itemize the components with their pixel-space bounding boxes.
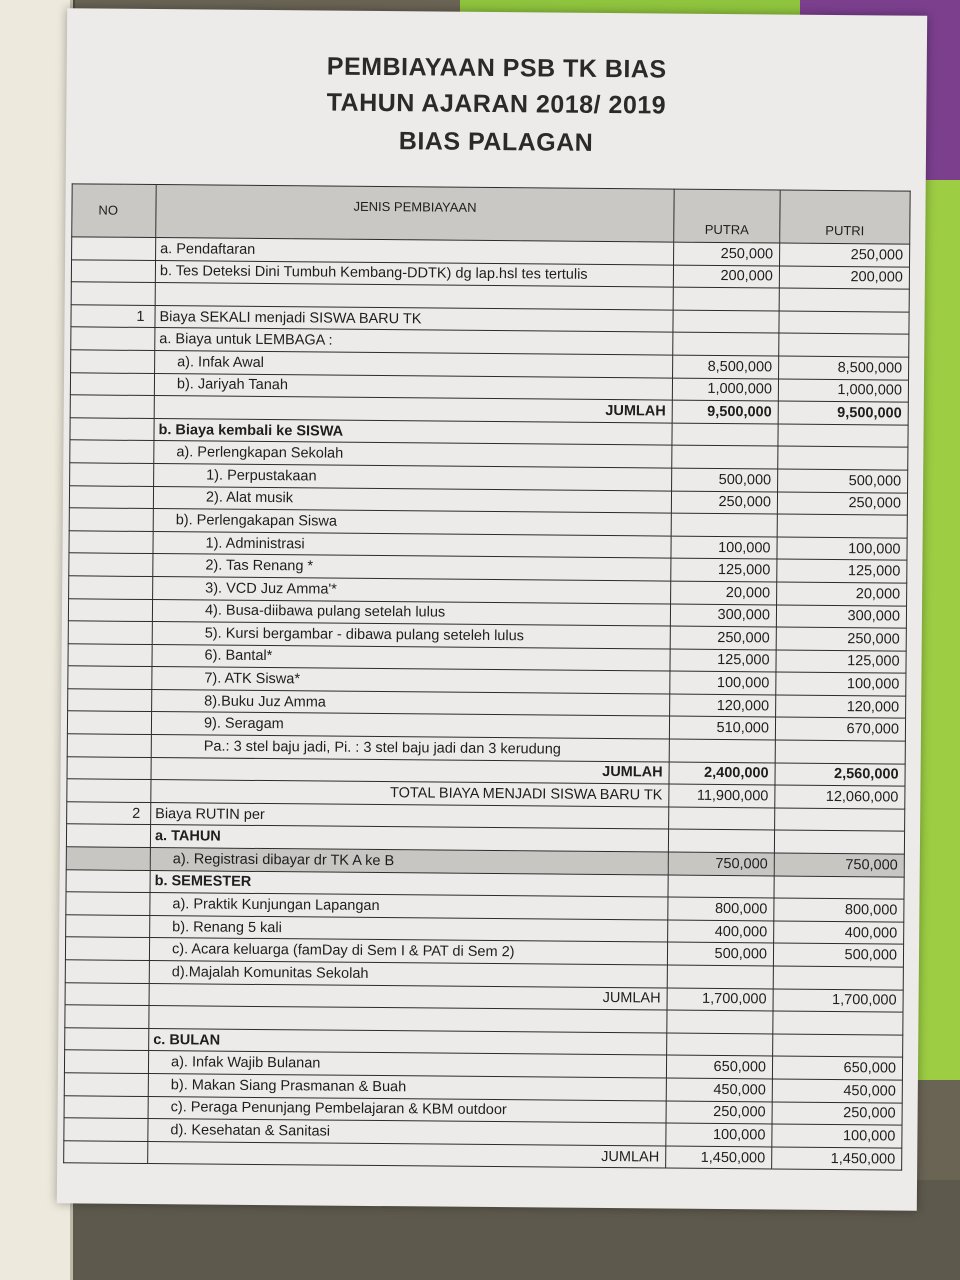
cell-no — [69, 485, 153, 508]
cell-putri: 9,500,000 — [778, 401, 908, 425]
cell-jenis: b). Perlengakapan Siswa — [153, 509, 671, 536]
cell-putra: 250,000 — [674, 242, 780, 266]
cell-no — [71, 282, 155, 305]
cell-putri: 125,000 — [777, 559, 907, 583]
cell-jenis: 2). Alat musik — [153, 486, 671, 513]
cell-jenis: 9). Seragam — [151, 712, 669, 739]
cell-putra — [668, 875, 774, 899]
cell-putra — [673, 332, 779, 356]
cell-putri: 400,000 — [774, 921, 904, 945]
cell-no — [69, 531, 153, 554]
cell-putri: 450,000 — [772, 1079, 902, 1103]
cell-jenis: JUMLAH — [154, 396, 672, 423]
cell-jenis: JUMLAH — [149, 983, 667, 1010]
cell-putri: 100,000 — [776, 672, 906, 696]
cell-putri — [779, 288, 909, 312]
cell-putra: 250,000 — [670, 626, 776, 650]
cell-putra: 100,000 — [670, 671, 776, 695]
cell-putri: 500,000 — [778, 469, 908, 493]
cell-jenis: Biaya RUTIN per — [151, 802, 669, 829]
cell-putri — [777, 514, 907, 538]
cell-jenis: 6). Bantal* — [152, 644, 670, 671]
cell-putra — [668, 829, 774, 853]
cell-putra — [667, 1033, 773, 1057]
cell-no — [68, 666, 152, 689]
cell-putri: 12,060,000 — [775, 785, 905, 809]
cell-putra: 100,000 — [666, 1123, 772, 1147]
cell-putri: 200,000 — [779, 266, 909, 290]
cell-jenis: c). Acara keluarga (famDay di Sem I & PAT di Sem 2) — [149, 938, 667, 965]
cell-no — [69, 576, 153, 599]
cell-putri: 250,000 — [772, 1102, 902, 1126]
cell-putra — [672, 423, 778, 447]
cell-putra: 250,000 — [666, 1101, 772, 1125]
cell-no — [65, 982, 149, 1005]
cell-putri: 100,000 — [772, 1124, 902, 1148]
cell-putri: 20,000 — [777, 582, 907, 606]
cell-putra — [669, 739, 775, 763]
cell-jenis: b. SEMESTER — [150, 870, 668, 897]
cell-jenis: a). Registrasi dibayar dr TK A ke B — [150, 848, 668, 875]
document-title: PEMBIAYAAN PSB TK BIAS — [326, 52, 667, 84]
cell-putra: 9,500,000 — [672, 400, 778, 424]
cell-putri: 100,000 — [777, 537, 907, 561]
header-no: NO — [72, 184, 156, 238]
cell-jenis: a). Perlengkapan Sekolah — [154, 441, 672, 468]
cell-jenis: c). Peraga Penunjang Pembelajaran & KBM outdoor — [148, 1096, 666, 1123]
cell-no — [66, 892, 150, 915]
cell-no — [67, 756, 151, 779]
cell-putra: 500,000 — [667, 942, 773, 966]
cell-putri: 800,000 — [774, 898, 904, 922]
cell-no — [68, 621, 152, 644]
cell-no — [64, 1073, 148, 1096]
cell-putri: 250,000 — [780, 243, 910, 267]
cell-no — [70, 372, 154, 395]
cell-putri: 250,000 — [777, 492, 907, 516]
cell-jenis: d). Kesehatan & Sanitasi — [148, 1119, 666, 1146]
cell-putri: 125,000 — [776, 650, 906, 674]
cell-jenis: a. Biaya untuk LEMBAGA : — [155, 328, 673, 355]
cell-jenis: 1). Administrasi — [153, 531, 671, 558]
cell-putri: 1,700,000 — [773, 989, 903, 1013]
cell-putra — [667, 965, 773, 989]
cell-putri — [773, 1011, 903, 1035]
cell-no — [69, 508, 153, 531]
cell-no — [66, 824, 150, 847]
cell-jenis: 5). Kursi bergambar - dibawa pulang seteleh lulus — [152, 622, 670, 649]
cell-putra: 125,000 — [671, 558, 777, 582]
cell-putra: 450,000 — [666, 1078, 772, 1102]
cell-putra — [672, 445, 778, 469]
document-subtitle-year: TAHUN AJARAN 2018/ 2019 — [326, 88, 667, 120]
cell-putra: 1,450,000 — [666, 1146, 772, 1170]
cell-putra: 510,000 — [669, 717, 775, 741]
cell-putra: 500,000 — [672, 468, 778, 492]
cell-no — [67, 779, 151, 802]
cell-putra: 300,000 — [670, 604, 776, 628]
cell-putri — [775, 808, 905, 832]
cell-putri — [778, 424, 908, 448]
cell-putri — [774, 830, 904, 854]
document-subtitle-location: BIAS PALAGAN — [398, 127, 594, 157]
cell-jenis: JUMLAH — [148, 1141, 666, 1168]
cell-putra: 20,000 — [671, 581, 777, 605]
cell-jenis: 4). Busa-diibawa pulang setelah lulus — [152, 599, 670, 626]
cell-putri: 670,000 — [775, 717, 905, 741]
cell-jenis: 3). VCD Juz Amma'* — [153, 576, 671, 603]
cell-putri: 120,000 — [776, 695, 906, 719]
cell-no — [66, 847, 150, 870]
cell-putra: 200,000 — [673, 265, 779, 289]
cell-putri — [774, 876, 904, 900]
cell-putri: 1,450,000 — [772, 1147, 902, 1171]
cell-no: 2 — [67, 802, 151, 825]
cell-no — [65, 960, 149, 983]
cell-jenis: a). Infak Awal — [155, 351, 673, 378]
cell-putra: 11,900,000 — [669, 784, 775, 808]
cell-no — [68, 643, 152, 666]
cell-putra — [667, 1010, 773, 1034]
fee-table — [63, 183, 911, 1171]
cell-putri — [773, 1034, 903, 1058]
cell-jenis: 7). ATK Siswa* — [152, 667, 670, 694]
cell-putri: 500,000 — [773, 943, 903, 967]
cell-no — [65, 1028, 149, 1051]
cell-no — [67, 734, 151, 757]
cell-putri: 300,000 — [776, 604, 906, 628]
cell-no — [70, 440, 154, 463]
cell-jenis: Biaya SEKALI menjadi SISWA BARU TK — [155, 305, 673, 332]
cell-putri — [775, 740, 905, 764]
cell-no — [70, 463, 154, 486]
cell-jenis: b. Biaya kembali ke SISWA — [154, 418, 672, 445]
cell-no — [68, 598, 152, 621]
cell-no — [71, 259, 155, 282]
cell-jenis: b). Makan Siang Prasmanan & Buah — [148, 1073, 666, 1100]
document-page — [57, 8, 927, 1210]
cell-putri: 8,500,000 — [779, 356, 909, 380]
cell-no — [71, 327, 155, 350]
cell-putri — [778, 446, 908, 470]
cell-no — [71, 350, 155, 373]
cell-putra: 750,000 — [668, 852, 774, 876]
cell-jenis: 8).Buku Juz Amma — [152, 689, 670, 716]
cell-jenis: a. TAHUN — [150, 825, 668, 852]
cell-putra: 250,000 — [671, 491, 777, 515]
cell-no — [72, 237, 156, 260]
cell-no — [69, 553, 153, 576]
cell-putra: 400,000 — [668, 920, 774, 944]
cell-no — [68, 689, 152, 712]
cell-jenis: c. BULAN — [149, 1028, 667, 1055]
cell-no — [65, 937, 149, 960]
cell-jenis: b). Jariyah Tanah — [154, 373, 672, 400]
cell-putra — [671, 513, 777, 537]
cell-putri: 750,000 — [774, 853, 904, 877]
cell-no — [67, 711, 151, 734]
cell-no: 1 — [71, 305, 155, 328]
header-putri: PUTRI — [780, 190, 910, 244]
cell-jenis: 2). Tas Renang * — [153, 554, 671, 581]
table-header-row — [72, 184, 910, 244]
cell-no — [65, 1005, 149, 1028]
header-putra: PUTRA — [674, 189, 780, 243]
cell-putra: 1,000,000 — [672, 378, 778, 402]
cell-putri: 650,000 — [772, 1056, 902, 1080]
cell-putri: 1,000,000 — [778, 379, 908, 403]
cell-putra: 650,000 — [666, 1055, 772, 1079]
cell-no — [70, 418, 154, 441]
cell-putra: 125,000 — [670, 649, 776, 673]
cell-jenis: 1). Perpustakaan — [154, 463, 672, 490]
cell-putra — [673, 287, 779, 311]
cell-jenis: a). Infak Wajib Bulanan — [148, 1051, 666, 1078]
cell-jenis: Pa.: 3 stel baju jadi, Pi. : 3 stel baju jadi dan 3 kerudung — [151, 735, 669, 762]
cell-no — [66, 869, 150, 892]
cell-putra: 120,000 — [670, 694, 776, 718]
cell-no — [64, 1141, 148, 1164]
cell-jenis: d).Majalah Komunitas Sekolah — [149, 961, 667, 988]
cell-putri — [773, 966, 903, 990]
cell-putri: 2,560,000 — [775, 763, 905, 787]
cell-putra — [673, 310, 779, 334]
cell-putri — [779, 311, 909, 335]
cell-jenis: b. Tes Deteksi Dini Tumbuh Kembang-DDTK) dg lap.hsl tes tertulis — [155, 260, 673, 287]
cell-jenis: TOTAL BIAYA MENJADI SISWA BARU TK — [151, 780, 669, 807]
cell-jenis: a. Pendaftaran — [156, 238, 674, 265]
cell-no — [70, 395, 154, 418]
header-jenis-pembiayaan: JENIS PEMBIAYAAN — [156, 185, 674, 243]
cell-no — [66, 915, 150, 938]
cell-no — [64, 1095, 148, 1118]
cell-putra: 1,700,000 — [667, 988, 773, 1012]
cell-putra: 8,500,000 — [673, 355, 779, 379]
cell-putra — [669, 807, 775, 831]
cell-putra: 2,400,000 — [669, 762, 775, 786]
cell-no — [64, 1050, 148, 1073]
cell-putri: 250,000 — [776, 627, 906, 651]
cell-no — [64, 1118, 148, 1141]
cell-jenis: JUMLAH — [151, 757, 669, 784]
cell-putri — [779, 333, 909, 357]
cell-putra: 800,000 — [668, 897, 774, 921]
cell-jenis: b). Renang 5 kali — [150, 915, 668, 942]
cell-jenis: a). Praktik Kunjungan Lapangan — [150, 893, 668, 920]
cell-putra: 100,000 — [671, 536, 777, 560]
